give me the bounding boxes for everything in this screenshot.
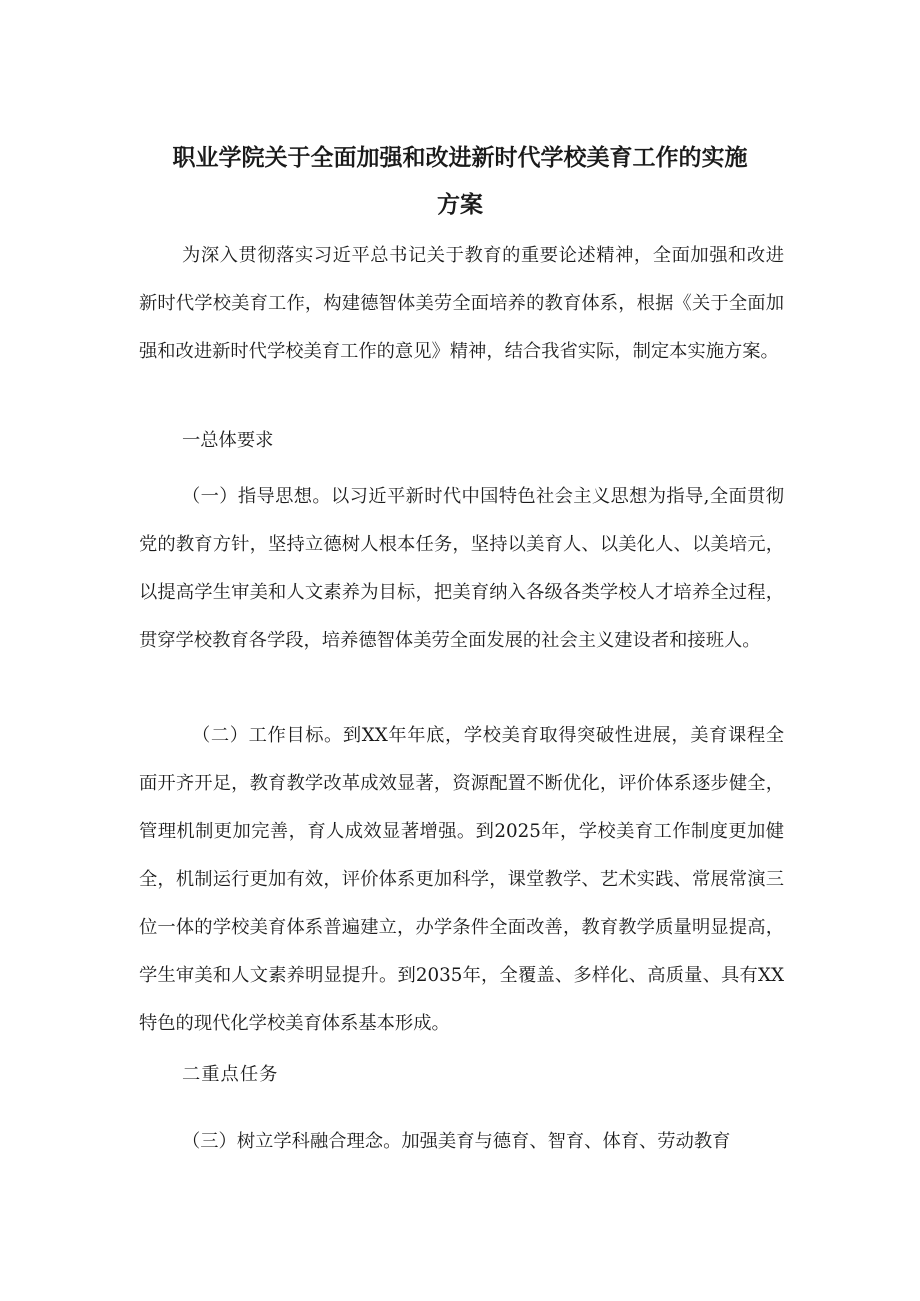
paragraph-work-goals: （二）工作目标。到XX年年底，学校美育取得突破性进展，美育课程全面开齐开足，教育教学改革成效显著，资源配置不断优化，评价体系逐步健全，管理机制更加完善，育人成效显著增强。到2025年，学校美育工作制度更加健全，机制运行更加有效，评价体系更加科学，课堂教学、艺术实践、常展常演三位一体的学校美育体系普遍建立，办学条件全面改善，教育教学质量明显提高，学生审美和人文素养明显提升。到2035年，全覆盖、多样化、高质量、具有XX特色的现代化学校美育体系基本形成。	[139, 725, 784, 1034]
document-title-line-1: 职业学院关于全面加强和改进新时代学校美育工作的实施	[172, 145, 748, 171]
paragraph-discipline-integration: （三）树立学科融合理念。加强美育与德育、智育、体育、劳动教育	[182, 1131, 731, 1152]
section-heading-overall-requirements: 一总体要求	[182, 430, 274, 451]
section-heading-key-tasks: 二重点任务	[182, 1064, 279, 1085]
paragraph-guiding-ideology: （一）指导思想。以习近平新时代中国特色社会主义思想为指导,全面贯彻党的教育方针，坚持立德树人根本任务，坚持以美育人、以美化人、以美培元，以提高学生审美和人文素养为目标，把美育纳入各级各类学校人才培养全过程，贯穿学校教育各学段，培养德智体美劳全面发展的社会主义建设者和接班人。	[139, 486, 784, 651]
document-title-line-2: 方案	[437, 192, 483, 218]
intro-paragraph: 为深入贯彻落实习近平总书记关于教育的重要论述精神，全面加强和改进新时代学校美育工作，构建德智体美劳全面培养的教育体系，根据《关于全面加强和改进新时代学校美育工作的意见》精神，结合我省实际，制定本实施方案。	[139, 245, 784, 362]
